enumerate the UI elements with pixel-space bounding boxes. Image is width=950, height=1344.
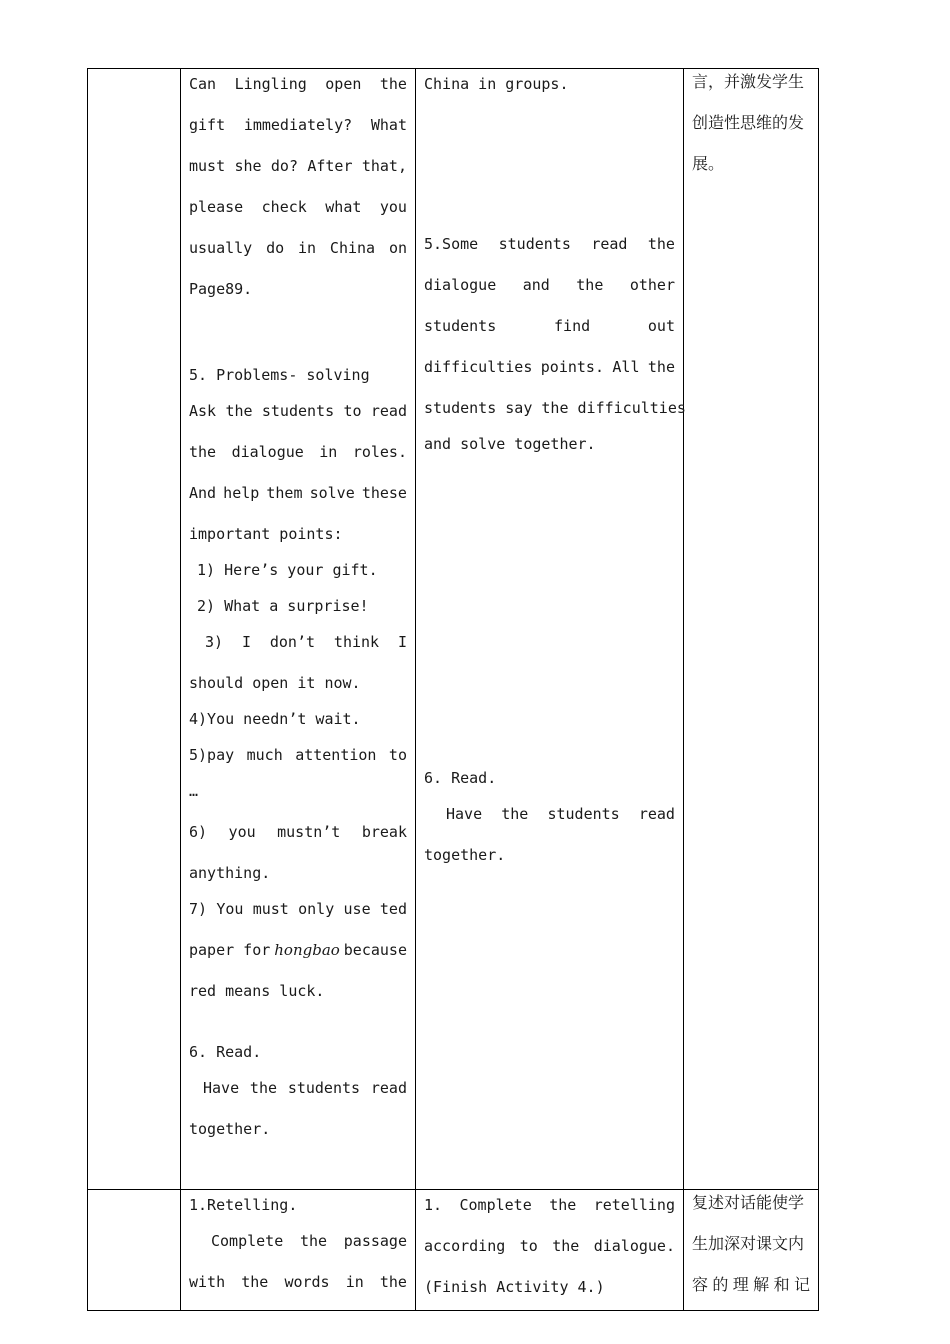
text-line: important points: bbox=[189, 525, 343, 543]
section-heading: 5. Problems- solving bbox=[189, 366, 370, 384]
text-line: Complete the passage bbox=[211, 1232, 407, 1250]
text-line: 生加深对课文内 bbox=[692, 1234, 805, 1253]
text-line: 言，并激发学生 bbox=[692, 72, 805, 91]
text-line: together. bbox=[424, 846, 506, 864]
text-line: students say the difficulties bbox=[424, 399, 686, 417]
text-line: anything. bbox=[189, 864, 271, 882]
purpose-cell bbox=[684, 69, 819, 1190]
text-line: Can Lingling open the bbox=[189, 75, 407, 93]
section-heading: 6. Read. bbox=[189, 1043, 262, 1061]
stage-cell bbox=[88, 1190, 181, 1311]
text-line: gift immediately? What bbox=[189, 116, 407, 134]
text-fragment: because bbox=[343, 941, 407, 959]
list-item: 2) What a surprise! bbox=[197, 597, 369, 615]
student-activity-cell bbox=[416, 69, 684, 1190]
section-heading: 1.Retelling. bbox=[189, 1196, 298, 1214]
table-row bbox=[88, 1190, 819, 1311]
text-line: 创造性思维的发 bbox=[692, 113, 805, 132]
list-item: 7) You must only use ted bbox=[189, 900, 407, 918]
teacher-activity-cell bbox=[181, 1190, 416, 1311]
text-line: please check what you bbox=[189, 198, 407, 216]
text-line: 容 的 理 解 和 记 bbox=[692, 1275, 810, 1294]
text-line: (Finish Activity 4.) bbox=[424, 1278, 605, 1296]
text-line: students find out bbox=[424, 317, 675, 335]
teacher-activity-cell bbox=[181, 69, 416, 1190]
text-line: Page89. bbox=[189, 280, 253, 298]
text-line: with the words in the bbox=[189, 1273, 407, 1291]
text-line: 5.Some students read the bbox=[424, 235, 675, 253]
text-line: according to the dialogue. bbox=[424, 1237, 675, 1255]
text-line: must she do? After that, bbox=[189, 157, 407, 175]
section-heading: 6. Read. bbox=[424, 769, 497, 787]
text-line: China in groups. bbox=[424, 75, 569, 93]
text-line: 复述对话能使学 bbox=[692, 1193, 805, 1212]
list-item: 3) I don’t think I bbox=[205, 633, 407, 651]
list-item: 6) you mustn’t break bbox=[189, 823, 407, 841]
text-line: dialogue and the other bbox=[424, 276, 675, 294]
text-line: usually do in China on bbox=[189, 239, 407, 257]
text-line: difficulties points. All the bbox=[424, 358, 675, 376]
text-line: together. bbox=[189, 1120, 271, 1138]
table-row bbox=[88, 69, 819, 1190]
purpose-cell bbox=[684, 1190, 819, 1311]
italic-term: hongbao bbox=[274, 941, 340, 959]
text-line: 1. Complete the retelling bbox=[424, 1196, 675, 1214]
stage-cell bbox=[88, 69, 181, 1190]
text-line: the dialogue in roles. bbox=[189, 443, 407, 461]
text-line: red means luck. bbox=[189, 982, 325, 1000]
list-item: 5)pay much attention to bbox=[189, 746, 407, 764]
text-line: Ask the students to read bbox=[189, 402, 407, 420]
text-line: 展。 bbox=[692, 154, 725, 173]
lesson-plan-table bbox=[87, 68, 819, 1311]
text-line bbox=[189, 941, 407, 959]
text-fragment: paper for bbox=[189, 941, 271, 959]
ellipsis: … bbox=[189, 782, 199, 800]
student-activity-cell bbox=[416, 1190, 684, 1311]
list-item: 1) Here’s your gift. bbox=[197, 561, 378, 579]
list-item: 4)You needn’t wait. bbox=[189, 710, 361, 728]
text-line: Have the students read bbox=[203, 1079, 407, 1097]
text-line: Have the students read bbox=[446, 805, 675, 823]
text-line: should open it now. bbox=[189, 674, 361, 692]
text-line: And help them solve these bbox=[189, 484, 407, 502]
text-line: and solve together. bbox=[424, 435, 596, 453]
